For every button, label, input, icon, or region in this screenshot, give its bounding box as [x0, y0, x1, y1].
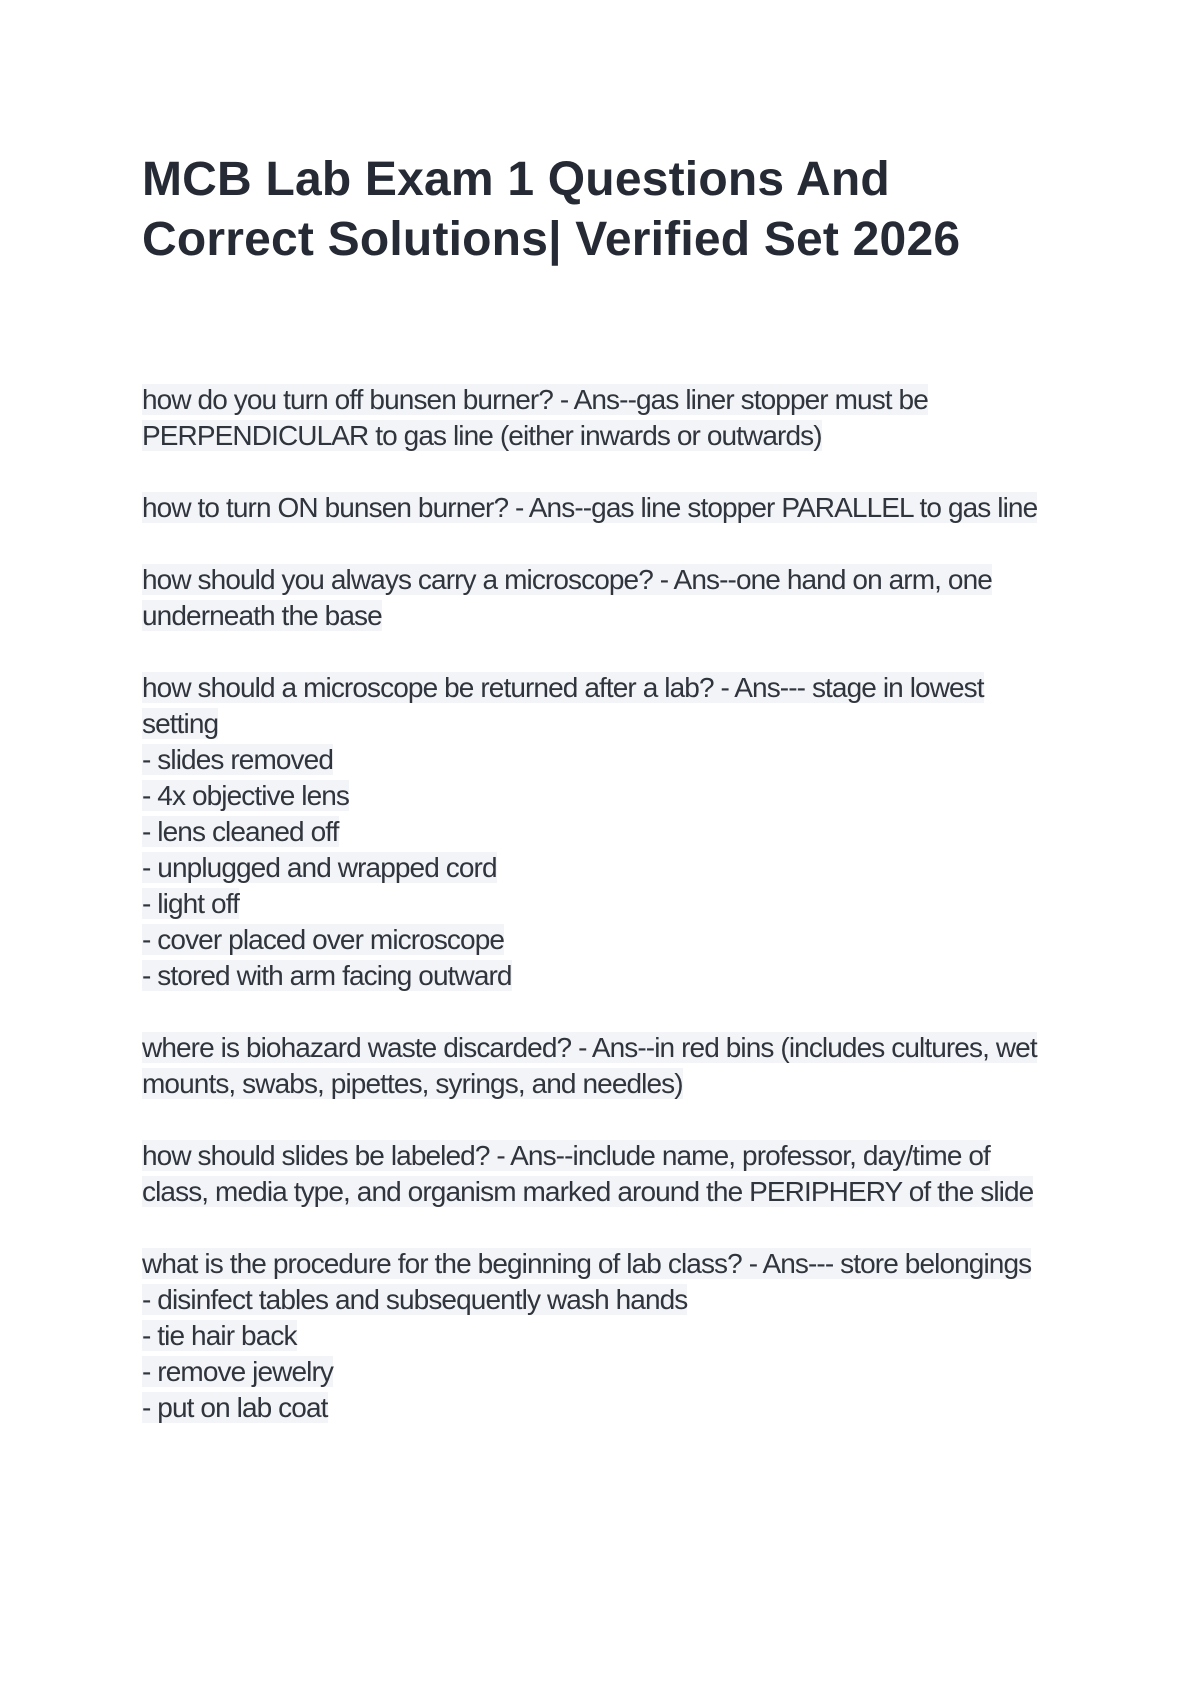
- qa-text: how do you turn off bunsen burner? - Ans--gas liner stopper must be PERPENDICULAR to gas line (either inwards or outwards): [142, 384, 928, 451]
- qa-bullet: - light off: [142, 888, 239, 919]
- qa-bullet: - unplugged and wrapped cord: [142, 852, 497, 883]
- qa-item-lab-start-procedure: [142, 1246, 1062, 1426]
- qa-text: where is biohazard waste discarded? - Ans--in red bins (includes cultures, wet mounts, swabs, pipettes, syrings, and needles): [142, 1032, 1037, 1099]
- document-page: [142, 150, 1062, 1462]
- qa-bullet: - lens cleaned off: [142, 816, 339, 847]
- qa-item-return-microscope: [142, 670, 1062, 994]
- qa-text: how should a microscope be returned after a lab? - Ans--- stage in lowest setting: [142, 672, 984, 739]
- qa-item-bunsen-off: [142, 382, 1062, 454]
- qa-text: how should you always carry a microscope? - Ans--one hand on arm, one underneath the base: [142, 564, 992, 631]
- qa-bullet: - disinfect tables and subsequently wash hands: [142, 1284, 688, 1315]
- qa-text: what is the procedure for the beginning of lab class? - Ans--- store belongings: [142, 1248, 1032, 1279]
- qa-bullet: - remove jewelry: [142, 1356, 333, 1387]
- qa-item-slide-labels: [142, 1138, 1062, 1210]
- qa-item-bunsen-on: [142, 490, 1062, 526]
- qa-list: [142, 382, 1062, 1426]
- qa-bullet: - tie hair back: [142, 1320, 297, 1351]
- qa-text: how to turn ON bunsen burner? - Ans--gas line stopper PARALLEL to gas line: [142, 492, 1038, 523]
- qa-text: how should slides be labeled? - Ans--include name, professor, day/time of class, media type, and organism marked around the PERIPHERY of the slide: [142, 1140, 1034, 1207]
- qa-bullet: - put on lab coat: [142, 1392, 328, 1423]
- qa-item-biohazard-waste: [142, 1030, 1062, 1102]
- document-title: MCB Lab Exam 1 Questions And Correct Solutions| Verified Set 2026: [142, 153, 961, 266]
- qa-bullet: - 4x objective lens: [142, 780, 350, 811]
- qa-item-carry-microscope: [142, 562, 1062, 634]
- qa-bullet: - slides removed: [142, 744, 334, 775]
- qa-bullet: - stored with arm facing outward: [142, 960, 512, 991]
- qa-bullet: - cover placed over microscope: [142, 924, 505, 955]
